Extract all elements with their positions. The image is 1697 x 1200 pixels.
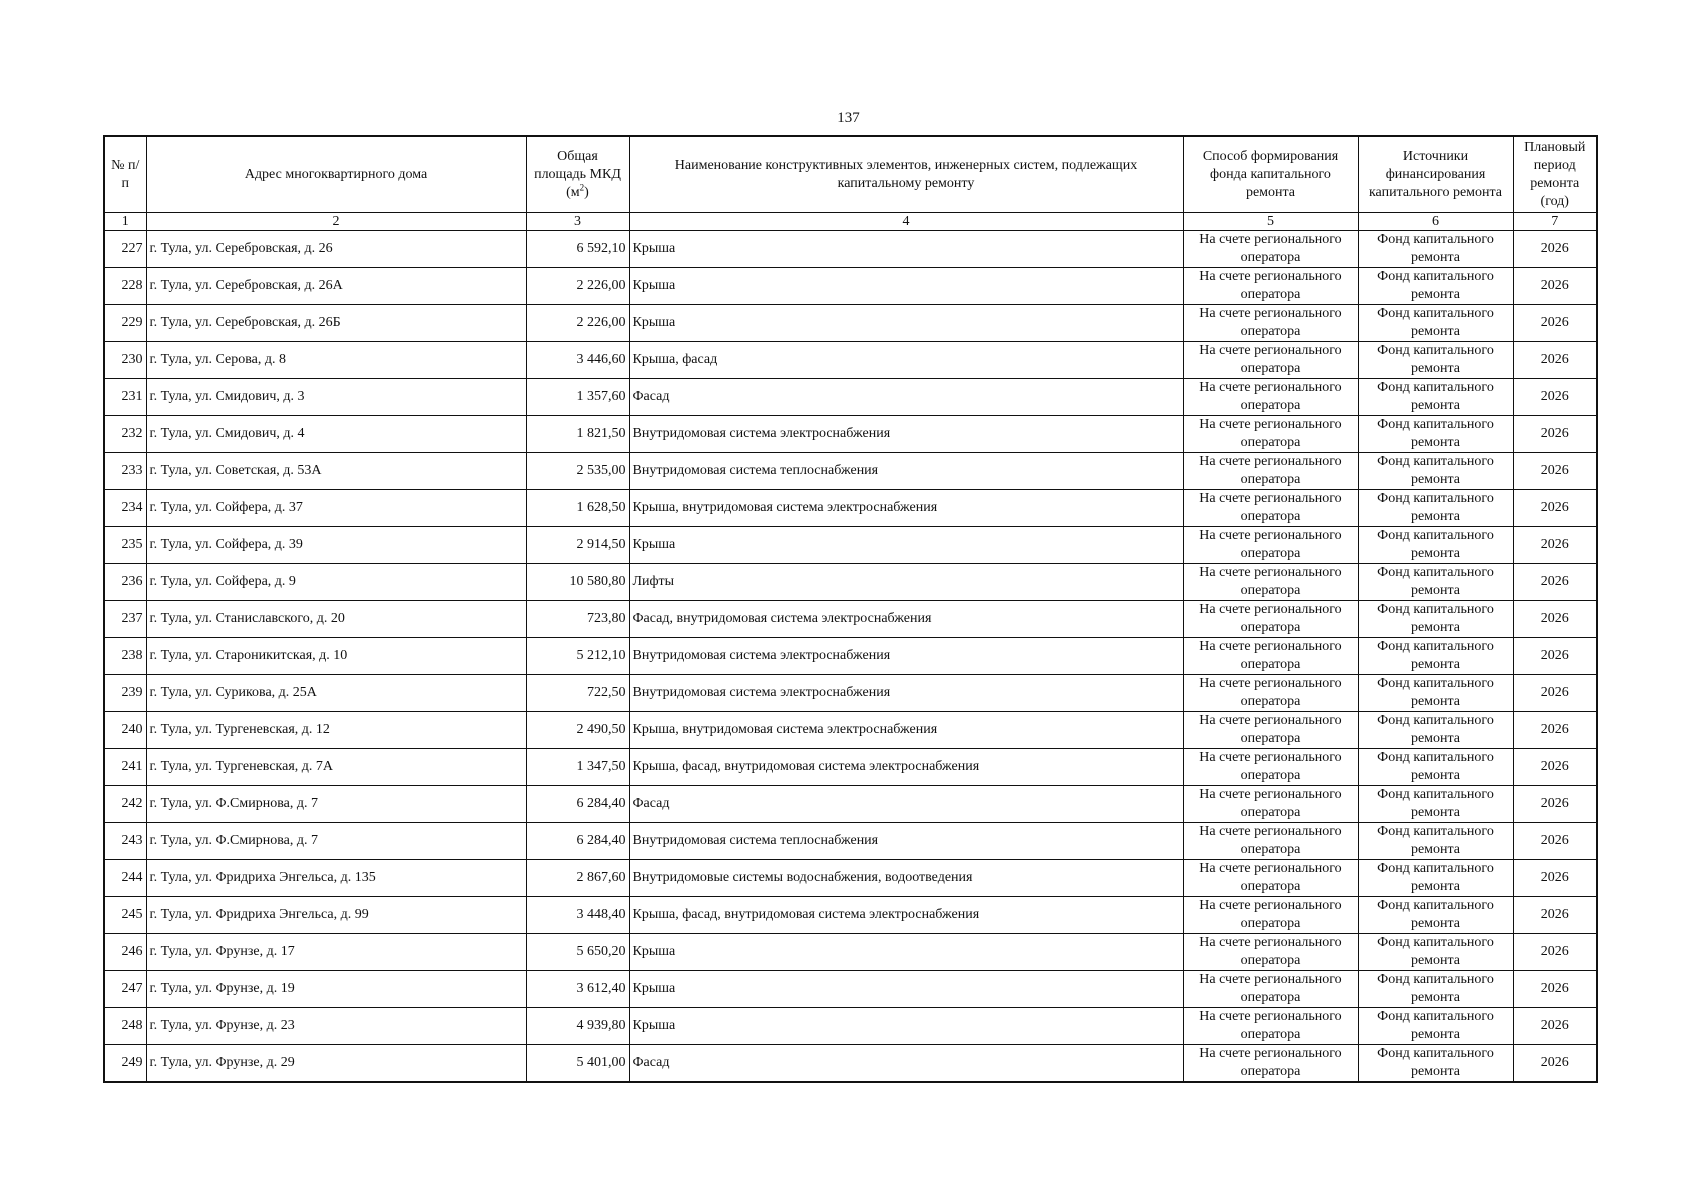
row-method: На счете регионального оператора (1183, 971, 1358, 1008)
row-year: 2026 (1513, 268, 1597, 305)
row-source: Фонд капитального ремонта (1358, 231, 1513, 268)
row-area: 3 448,40 (526, 897, 629, 934)
row-source: Фонд капитального ремонта (1358, 453, 1513, 490)
row-area: 2 490,50 (526, 712, 629, 749)
row-address: г. Тула, ул. Фрунзе, д. 19 (146, 971, 526, 1008)
table-row (104, 1008, 1597, 1045)
row-year: 2026 (1513, 305, 1597, 342)
row-area: 1 357,60 (526, 379, 629, 416)
row-area: 5 212,10 (526, 638, 629, 675)
row-method: На счете регионального оператора (1183, 823, 1358, 860)
row-number: 247 (104, 971, 146, 1008)
row-method: На счете регионального оператора (1183, 860, 1358, 897)
row-method: На счете регионального оператора (1183, 638, 1358, 675)
row-number: 238 (104, 638, 146, 675)
table-row (104, 860, 1597, 897)
row-source: Фонд капитального ремонта (1358, 342, 1513, 379)
row-area: 5 650,20 (526, 934, 629, 971)
row-area: 3 612,40 (526, 971, 629, 1008)
table-row (104, 490, 1597, 527)
row-area: 723,80 (526, 601, 629, 638)
row-year: 2026 (1513, 897, 1597, 934)
row-number: 239 (104, 675, 146, 712)
row-method: На счете регионального оператора (1183, 231, 1358, 268)
row-area: 6 284,40 (526, 823, 629, 860)
table-row (104, 601, 1597, 638)
row-year: 2026 (1513, 601, 1597, 638)
header-elements: Наименование конструктивных элементов, инженерных систем, подлежащих капитальному ремонту (629, 136, 1183, 213)
row-source: Фонд капитального ремонта (1358, 490, 1513, 527)
header-method: Способ формирования фонда капитального ремонта (1183, 136, 1358, 213)
table-row (104, 897, 1597, 934)
row-elements: Крыша (629, 934, 1183, 971)
row-method: На счете регионального оператора (1183, 712, 1358, 749)
row-address: г. Тула, ул. Сойфера, д. 9 (146, 564, 526, 601)
row-year: 2026 (1513, 712, 1597, 749)
row-source: Фонд капитального ремонта (1358, 971, 1513, 1008)
row-number: 240 (104, 712, 146, 749)
row-method: На счете регионального оператора (1183, 934, 1358, 971)
row-area: 2 867,60 (526, 860, 629, 897)
table-row (104, 786, 1597, 823)
row-area: 2 226,00 (526, 305, 629, 342)
header-source: Источники финансирования капитального ремонта (1358, 136, 1513, 213)
row-year: 2026 (1513, 1045, 1597, 1083)
row-method: На счете регионального оператора (1183, 527, 1358, 564)
table-row (104, 416, 1597, 453)
row-area: 5 401,00 (526, 1045, 629, 1083)
row-source: Фонд капитального ремонта (1358, 1008, 1513, 1045)
row-source: Фонд капитального ремонта (1358, 749, 1513, 786)
row-elements: Крыша (629, 527, 1183, 564)
row-number: 228 (104, 268, 146, 305)
row-number: 249 (104, 1045, 146, 1083)
row-elements: Крыша (629, 1008, 1183, 1045)
row-source: Фонд капитального ремонта (1358, 416, 1513, 453)
row-method: На счете регионального оператора (1183, 416, 1358, 453)
row-year: 2026 (1513, 823, 1597, 860)
table-row (104, 305, 1597, 342)
row-number: 229 (104, 305, 146, 342)
row-method: На счете регионального оператора (1183, 749, 1358, 786)
row-address: г. Тула, ул. Ф.Смирнова, д. 7 (146, 786, 526, 823)
row-number: 236 (104, 564, 146, 601)
column-number: 7 (1513, 213, 1597, 231)
row-source: Фонд капитального ремонта (1358, 305, 1513, 342)
header-row (104, 136, 1597, 213)
table-row (104, 934, 1597, 971)
table-row (104, 231, 1597, 268)
row-address: г. Тула, ул. Ф.Смирнова, д. 7 (146, 823, 526, 860)
column-number: 3 (526, 213, 629, 231)
row-method: На счете регионального оператора (1183, 490, 1358, 527)
row-method: На счете регионального оператора (1183, 305, 1358, 342)
row-address: г. Тула, ул. Сурикова, д. 25А (146, 675, 526, 712)
row-source: Фонд капитального ремонта (1358, 675, 1513, 712)
table-row (104, 823, 1597, 860)
row-area: 1 628,50 (526, 490, 629, 527)
header-number: № п/п (104, 136, 146, 213)
row-address: г. Тула, ул. Староникитская, д. 10 (146, 638, 526, 675)
row-address: г. Тула, ул. Сойфера, д. 37 (146, 490, 526, 527)
row-method: На счете регионального оператора (1183, 564, 1358, 601)
row-area: 2 914,50 (526, 527, 629, 564)
row-address: г. Тула, ул. Советская, д. 53А (146, 453, 526, 490)
row-method: На счете регионального оператора (1183, 786, 1358, 823)
row-number: 237 (104, 601, 146, 638)
row-year: 2026 (1513, 453, 1597, 490)
row-address: г. Тула, ул. Серебровская, д. 26Б (146, 305, 526, 342)
row-elements: Внутридомовые системы водоснабжения, водоотведения (629, 860, 1183, 897)
row-elements: Крыша (629, 231, 1183, 268)
row-number: 242 (104, 786, 146, 823)
row-address: г. Тула, ул. Смидович, д. 4 (146, 416, 526, 453)
column-number: 1 (104, 213, 146, 231)
row-elements: Крыша, фасад, внутридомовая система электроснабжения (629, 897, 1183, 934)
row-area: 3 446,60 (526, 342, 629, 379)
row-elements: Крыша, внутридомовая система электроснабжения (629, 490, 1183, 527)
row-year: 2026 (1513, 749, 1597, 786)
row-elements: Крыша (629, 268, 1183, 305)
row-source: Фонд капитального ремонта (1358, 823, 1513, 860)
row-year: 2026 (1513, 971, 1597, 1008)
page-number: 137 (837, 110, 860, 126)
row-address: г. Тула, ул. Фридриха Энгельса, д. 135 (146, 860, 526, 897)
capital-repair-table (103, 135, 1598, 1083)
row-method: На счете регионального оператора (1183, 1008, 1358, 1045)
row-elements: Лифты (629, 564, 1183, 601)
row-method: На счете регионального оператора (1183, 1045, 1358, 1083)
header-area: Общая площадь МКД $(м^2)$ (526, 136, 629, 213)
row-method: На счете регионального оператора (1183, 897, 1358, 934)
row-elements: Внутридомовая система теплоснабжения (629, 453, 1183, 490)
row-year: 2026 (1513, 860, 1597, 897)
row-source: Фонд капитального ремонта (1358, 860, 1513, 897)
row-number: 230 (104, 342, 146, 379)
row-year: 2026 (1513, 564, 1597, 601)
table-row (104, 638, 1597, 675)
row-area: 2 535,00 (526, 453, 629, 490)
header-address: Адрес многоквартирного дома (146, 136, 526, 213)
row-address: г. Тула, ул. Сойфера, д. 39 (146, 527, 526, 564)
row-number: 227 (104, 231, 146, 268)
table-row (104, 564, 1597, 601)
table-row (104, 527, 1597, 564)
column-number: 5 (1183, 213, 1358, 231)
row-address: г. Тула, ул. Станиславского, д. 20 (146, 601, 526, 638)
table-row (104, 675, 1597, 712)
row-address: г. Тула, ул. Тургеневская, д. 12 (146, 712, 526, 749)
row-address: г. Тула, ул. Фрунзе, д. 29 (146, 1045, 526, 1083)
row-number: 232 (104, 416, 146, 453)
row-number: 231 (104, 379, 146, 416)
row-address: г. Тула, ул. Фрунзе, д. 17 (146, 934, 526, 971)
row-address: г. Тула, ул. Фрунзе, д. 23 (146, 1008, 526, 1045)
row-area: 1 347,50 (526, 749, 629, 786)
row-address: г. Тула, ул. Серебровская, д. 26А (146, 268, 526, 305)
row-area: 10 580,80 (526, 564, 629, 601)
row-elements: Внутридомовая система электроснабжения (629, 416, 1183, 453)
table-row (104, 342, 1597, 379)
row-elements: Крыша, фасад (629, 342, 1183, 379)
row-source: Фонд капитального ремонта (1358, 786, 1513, 823)
row-area: 6 284,40 (526, 786, 629, 823)
row-source: Фонд капитального ремонта (1358, 934, 1513, 971)
row-elements: Фасад (629, 1045, 1183, 1083)
row-source: Фонд капитального ремонта (1358, 601, 1513, 638)
table-row (104, 379, 1597, 416)
header-year: Плановый период ремонта (год) (1513, 136, 1597, 213)
row-elements: Крыша (629, 971, 1183, 1008)
row-year: 2026 (1513, 490, 1597, 527)
row-elements: Внутридомовая система электроснабжения (629, 675, 1183, 712)
row-source: Фонд капитального ремонта (1358, 1045, 1513, 1083)
column-number: 6 (1358, 213, 1513, 231)
table-row (104, 268, 1597, 305)
row-year: 2026 (1513, 342, 1597, 379)
row-year: 2026 (1513, 934, 1597, 971)
row-year: 2026 (1513, 416, 1597, 453)
table-row (104, 971, 1597, 1008)
row-method: На счете регионального оператора (1183, 268, 1358, 305)
row-area: 4 939,80 (526, 1008, 629, 1045)
row-elements: Крыша (629, 305, 1183, 342)
row-source: Фонд капитального ремонта (1358, 638, 1513, 675)
table-body (104, 231, 1597, 1083)
row-number: 246 (104, 934, 146, 971)
row-elements: Внутридомовая система электроснабжения (629, 638, 1183, 675)
row-area: 2 226,00 (526, 268, 629, 305)
row-elements: Внутридомовая система теплоснабжения (629, 823, 1183, 860)
column-number: 4 (629, 213, 1183, 231)
row-address: г. Тула, ул. Фридриха Энгельса, д. 99 (146, 897, 526, 934)
table-row (104, 1045, 1597, 1083)
row-number: 245 (104, 897, 146, 934)
row-number: 243 (104, 823, 146, 860)
row-area: 1 821,50 (526, 416, 629, 453)
row-year: 2026 (1513, 675, 1597, 712)
row-area: 6 592,10 (526, 231, 629, 268)
row-source: Фонд капитального ремонта (1358, 527, 1513, 564)
row-number: 233 (104, 453, 146, 490)
row-source: Фонд капитального ремонта (1358, 897, 1513, 934)
row-source: Фонд капитального ремонта (1358, 564, 1513, 601)
row-method: На счете регионального оператора (1183, 601, 1358, 638)
row-elements: Фасад (629, 786, 1183, 823)
row-source: Фонд капитального ремонта (1358, 379, 1513, 416)
row-area: 722,50 (526, 675, 629, 712)
row-number: 248 (104, 1008, 146, 1045)
column-number-row (104, 213, 1597, 231)
row-method: На счете регионального оператора (1183, 675, 1358, 712)
row-method: На счете регионального оператора (1183, 379, 1358, 416)
row-number: 234 (104, 490, 146, 527)
row-number: 235 (104, 527, 146, 564)
row-address: г. Тула, ул. Смидович, д. 3 (146, 379, 526, 416)
row-address: г. Тула, ул. Серебровская, д. 26 (146, 231, 526, 268)
row-year: 2026 (1513, 786, 1597, 823)
row-number: 244 (104, 860, 146, 897)
column-number: 2 (146, 213, 526, 231)
row-year: 2026 (1513, 1008, 1597, 1045)
table-row (104, 453, 1597, 490)
row-elements: Крыша, внутридомовая система электроснабжения (629, 712, 1183, 749)
row-source: Фонд капитального ремонта (1358, 712, 1513, 749)
row-method: На счете регионального оператора (1183, 342, 1358, 379)
table-row (104, 749, 1597, 786)
row-elements: Фасад, внутридомовая система электроснабжения (629, 601, 1183, 638)
row-method: На счете регионального оператора (1183, 453, 1358, 490)
row-year: 2026 (1513, 379, 1597, 416)
row-number: 241 (104, 749, 146, 786)
table-row (104, 712, 1597, 749)
row-year: 2026 (1513, 638, 1597, 675)
row-elements: Фасад (629, 379, 1183, 416)
row-address: г. Тула, ул. Тургеневская, д. 7А (146, 749, 526, 786)
row-year: 2026 (1513, 231, 1597, 268)
row-elements: Крыша, фасад, внутридомовая система электроснабжения (629, 749, 1183, 786)
row-source: Фонд капитального ремонта (1358, 268, 1513, 305)
row-address: г. Тула, ул. Серова, д. 8 (146, 342, 526, 379)
row-year: 2026 (1513, 527, 1597, 564)
